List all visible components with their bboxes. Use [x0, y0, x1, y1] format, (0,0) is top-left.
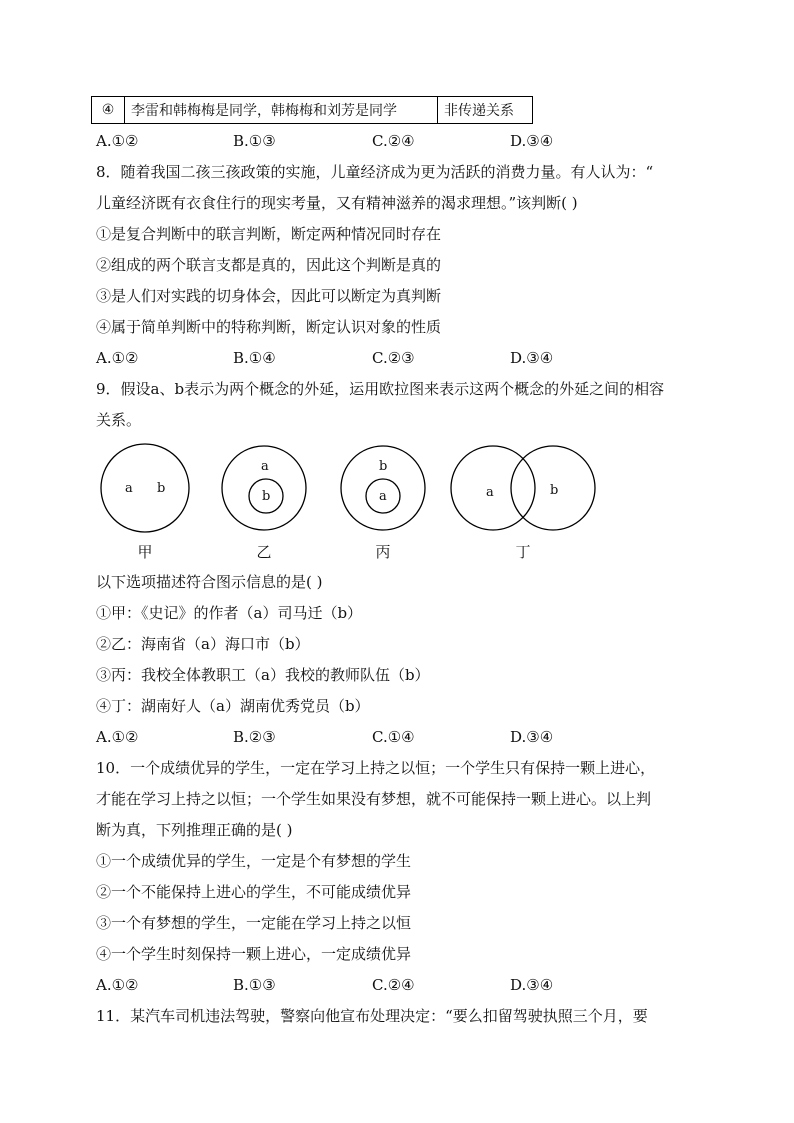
option-c: C.②④	[372, 976, 415, 994]
label-a: a	[486, 485, 494, 500]
option-b: B.①③	[233, 976, 276, 994]
table-row-content: 李雷和韩梅梅是同学，韩梅梅和刘芳是同学	[125, 97, 438, 124]
option-a: A.①②	[96, 349, 139, 367]
option-a: A.①②	[96, 976, 139, 994]
euler-diagram-bing	[341, 446, 425, 530]
euler-diagram-yi	[222, 446, 306, 530]
option-c: C.②③	[372, 349, 415, 367]
question-text: 9．假设a、b表示为两个概念的外延，运用欧拉图来表示这两个概念的外延之间的相容	[96, 380, 665, 398]
table-row	[92, 97, 533, 124]
option-b: B.①④	[233, 349, 276, 367]
option-d: D.③④	[510, 132, 554, 150]
option-b: B.②③	[233, 728, 276, 746]
option-b: B.①③	[233, 132, 276, 150]
statement-4: ④丁：湖南好人（a）湖南优秀党员（b）	[96, 697, 370, 715]
option-d: D.③④	[510, 728, 554, 746]
statement-3: ③是人们对实践的切身体会，因此可以断定为真判断	[96, 287, 442, 305]
table-row-relation: 非传递关系	[438, 97, 533, 124]
caption-jia: 甲	[137, 543, 153, 561]
option-c: C.②④	[372, 132, 415, 150]
statement-2: ②乙：海南省（a）海口市（b）	[96, 635, 310, 653]
caption-bing: 丙	[375, 543, 391, 561]
question-text: 关系。	[96, 411, 142, 429]
statement-3: ③一个有梦想的学生，一定能在学习上持之以恒	[96, 914, 412, 932]
question-text: 8．随着我国二孩三孩政策的实施，儿童经济成为更为活跃的消费力量。有人认为：“	[96, 163, 654, 181]
caption-yi: 乙	[256, 543, 272, 561]
label-b: b	[157, 481, 166, 496]
statement-1: ①甲：《史记》的作者（a）司马迁（b）	[96, 604, 363, 622]
label-a: a	[261, 459, 269, 474]
question-text: 儿童经济既有衣食住行的现实考量，又有精神滋养的渴求理想。”该判断( )	[96, 194, 578, 212]
question-text: 断为真，下列推理正确的是( )	[96, 821, 293, 839]
option-a: A.①②	[96, 132, 139, 150]
label-b: b	[379, 459, 388, 474]
label-a: a	[379, 489, 387, 504]
statement-1: ①一个成绩优异的学生，一定是个有梦想的学生	[96, 852, 412, 870]
statement-3: ③丙：我校全体教职工（a）我校的教师队伍（b）	[96, 666, 430, 684]
option-d: D.③④	[510, 976, 554, 994]
question-text: 11．某汽车司机违法驾驶，警察向他宣布处理决定：“要么扣留驾驶执照三个月，要	[96, 1007, 648, 1025]
label-b: b	[262, 489, 271, 504]
question-text: 才能在学习上持之以恒；一个学生如果没有梦想，就不可能保持一颗上进心。以上判	[96, 790, 652, 808]
statement-1: ①是复合判断中的联言判断，断定两种情况同时存在	[96, 225, 442, 243]
statement-2: ②组成的两个联言支都是真的，因此这个判断是真的	[96, 256, 442, 274]
statement-4: ④属于简单判断中的特称判断，断定认识对象的性质	[96, 318, 442, 336]
option-c: C.①④	[372, 728, 415, 746]
question-prompt: 以下选项描述符合图示信息的是( )	[96, 573, 323, 591]
euler-diagram-jia	[101, 444, 189, 532]
statement-4: ④一个学生时刻保持一颗上进心，一定成绩优异	[96, 945, 412, 963]
option-d: D.③④	[510, 349, 554, 367]
euler-diagram-ding	[451, 446, 595, 530]
relation-table	[91, 96, 533, 124]
label-b: b	[550, 483, 559, 498]
statement-2: ②一个不能保持上进心的学生，不可能成绩优异	[96, 883, 412, 901]
label-a: a	[125, 481, 133, 496]
question-text: 10．一个成绩优异的学生，一定在学习上持之以恒；一个学生只有保持一颗上进心，	[96, 759, 656, 777]
table-row-number: ④	[92, 97, 125, 124]
option-a: A.①②	[96, 728, 139, 746]
caption-ding: 丁	[515, 543, 531, 561]
